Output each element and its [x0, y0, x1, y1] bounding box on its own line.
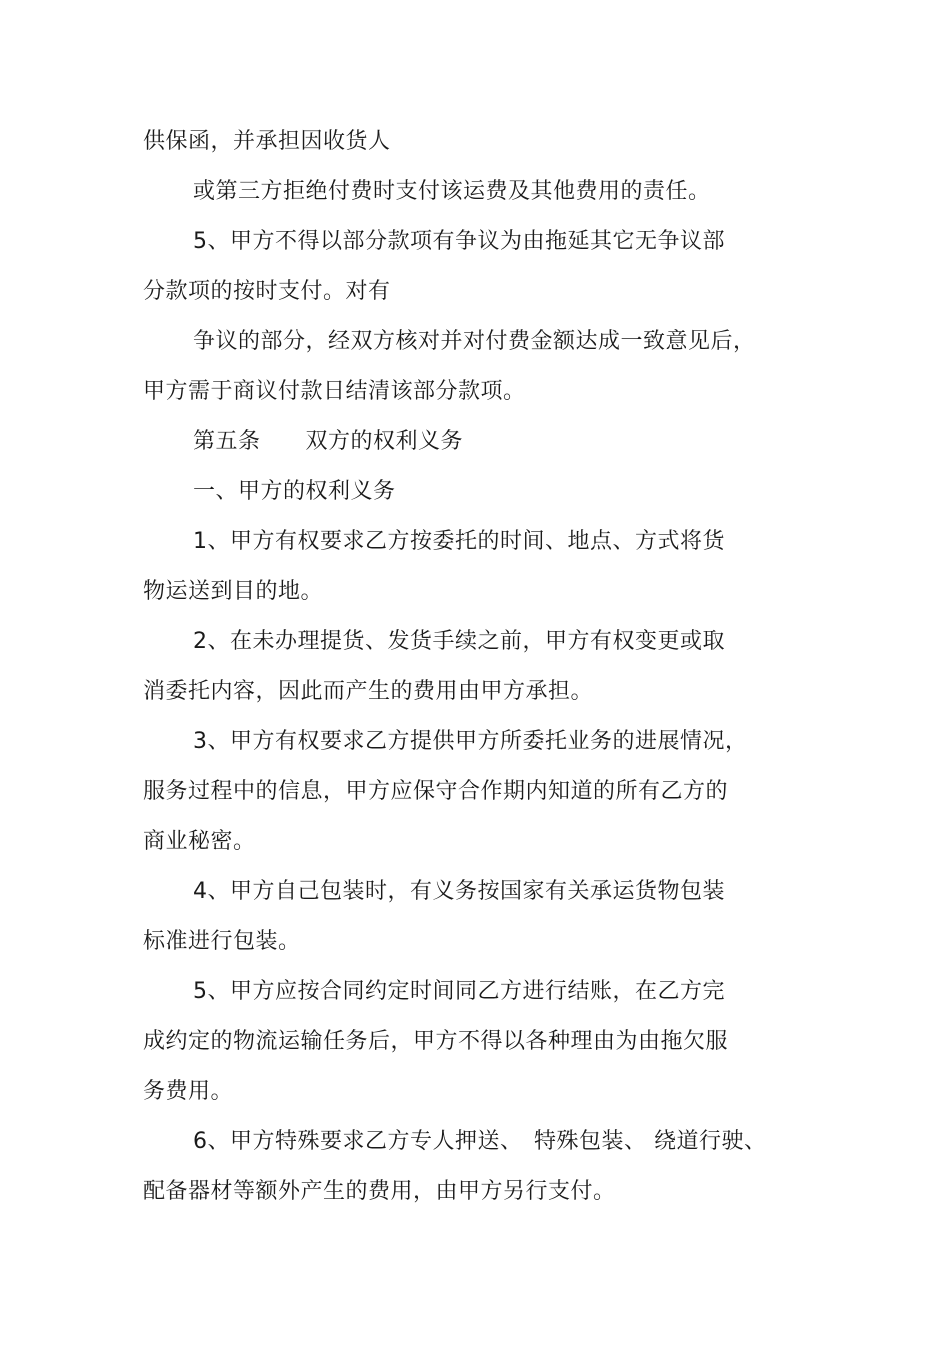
article-heading: 第五条 双方的权利义务 — [193, 429, 464, 454]
text-line-15: 商业秘密。 — [143, 829, 256, 854]
text-line-1: 供保函，并承担因收货人 — [143, 129, 391, 154]
text-line-17: 标准进行包装。 — [143, 929, 301, 954]
text-line-22: 配备器材等额外产生的费用，由甲方另行支付。 — [143, 1179, 616, 1204]
text-line-9: 1、甲方有权要求乙方按委托的时间、地点、方式将货 — [193, 529, 725, 554]
text-line-19: 成约定的物流运输任务后，甲方不得以各种理由为由拖欠服 — [143, 1029, 729, 1054]
text-line-5: 争议的部分，经双方核对并对付费金额达成一致意见后， — [193, 329, 756, 354]
text-line-6: 甲方需于商议付款日结清该部分款项。 — [143, 379, 526, 404]
text-line-13: 3、甲方有权要求乙方提供甲方所委托业务的进展情况， — [193, 729, 748, 754]
text-line-18: 5、甲方应按合同约定时间同乙方进行结账，在乙方完 — [193, 979, 725, 1004]
text-line-14: 服务过程中的信息，甲方应保守合作期内知道的所有乙方的 — [143, 779, 729, 804]
text-line-4: 分款项的按时支付。对有 — [143, 279, 391, 304]
text-line-2: 或第三方拒绝付费时支付该运费及其他费用的责任。 — [193, 179, 711, 204]
text-line-10: 物运送到目的地。 — [143, 579, 324, 604]
text-line-3: 5、甲方不得以部分款项有争议为由拖延其它无争议部 — [193, 229, 725, 254]
text-line-12: 消委托内容，因此而产生的费用由甲方承担。 — [143, 679, 594, 704]
section-heading: 一、甲方的权利义务 — [193, 479, 396, 504]
text-line-16: 4、甲方自己包装时，有义务按国家有关承运货物包装 — [193, 879, 725, 904]
text-line-11: 2、在未办理提货、发货手续之前，甲方有权变更或取 — [193, 629, 725, 654]
text-line-20: 务费用。 — [143, 1079, 234, 1104]
text-line-21: 6、甲方特殊要求乙方专人押送、 特殊包装、 绕道行驶、 — [193, 1129, 767, 1154]
